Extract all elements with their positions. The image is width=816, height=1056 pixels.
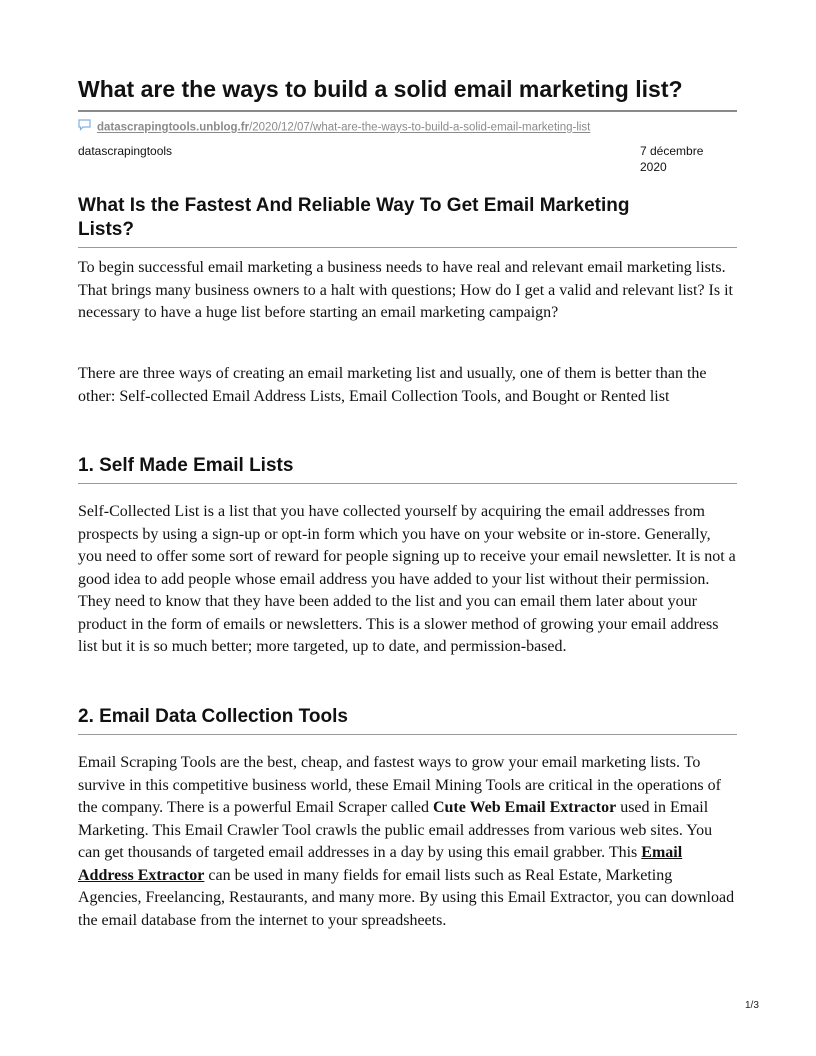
email-address-extractor-link[interactable]: Email Address Extractor bbox=[78, 844, 683, 884]
page-number: 1/3 bbox=[745, 1000, 759, 1011]
source-path: /2020/12/07/what-are-the-ways-to-build-a-solid-email-marketing-list bbox=[249, 121, 591, 134]
section-divider bbox=[78, 247, 737, 248]
publish-date bbox=[640, 143, 730, 175]
page-title: What are the ways to build a solid email marketing list? bbox=[78, 76, 683, 102]
section-heading-tools: 2. Email Data Collection Tools bbox=[78, 706, 348, 727]
author: datascrapingtools bbox=[78, 144, 173, 158]
self-made-paragraph: Self-Collected List is a list that you have collected yourself by acquiring the email addresses from prospects by using a sign-up or opt-in form which you have on your website or in-store. Generally, you need to offer some sort of reward for people signing up to receive your email newsletter. It is not a good idea to add people whose email address you have added to your list without their permission. They need to know that they have been added to the list and you can email them later about your product in the form of emails or newsletters. This is a slower method of growing your email address list but it is so much better; more targeted, up to date, and permission-based. bbox=[78, 503, 736, 655]
heading-line-1: What Is the Fastest And Reliable Way To Get Email Marketing bbox=[78, 195, 630, 216]
source-line bbox=[78, 119, 737, 136]
source-domain: datascrapingtools.unblog.fr bbox=[97, 121, 250, 134]
section-heading-intro bbox=[78, 194, 737, 242]
title-divider bbox=[78, 110, 737, 112]
intro-paragraph-1: To begin successful email marketing a business needs to have real and relevant email marketing lists. That brings many business owners to a halt with questions; How do I get a valid and relevant list? Is it necessary to have a huge list before starting an email marketing campaign? bbox=[78, 259, 733, 321]
section-heading-self-made: 1. Self Made Email Lists bbox=[78, 455, 294, 476]
tools-text-2: used in Email Marketing. This Email Crawler Tool crawls the public email addresses from various web sites. You can get thousands of targeted email addresses in a day by using this email grabber. This bbox=[78, 799, 713, 861]
source-link[interactable] bbox=[97, 122, 590, 134]
intro-paragraph-2: There are three ways of creating an email marketing list and usually, one of them is better than the other: Self-collected Email Address Lists, Email Collection Tools, and Bought or Rented list bbox=[78, 365, 707, 405]
section-divider bbox=[78, 734, 737, 735]
tools-text-3: can be used in many fields for email lists such as Real Estate, Marketing Agencies, Freelancing, Restaurants, and many more. By using this Email Extractor, you can download the email database from the internet to your spreadsheets. bbox=[78, 866, 735, 929]
tools-text-1: Email Scraping Tools are the best, cheap, and fastest ways to grow your email marketing lists. To survive in this competitive business world, these Email Mining Tools are critical in the operations of the company. There is a powerful Email Scraper called bbox=[78, 754, 721, 816]
date-line-1: 7 décembre bbox=[640, 144, 704, 158]
product-name: Cute Web Email Extractor bbox=[432, 799, 617, 816]
tools-paragraph bbox=[78, 752, 737, 932]
section-divider bbox=[78, 483, 737, 484]
heading-line-2: Lists? bbox=[78, 219, 134, 240]
date-line-2: 2020 bbox=[640, 160, 667, 174]
comment-icon bbox=[78, 119, 91, 136]
